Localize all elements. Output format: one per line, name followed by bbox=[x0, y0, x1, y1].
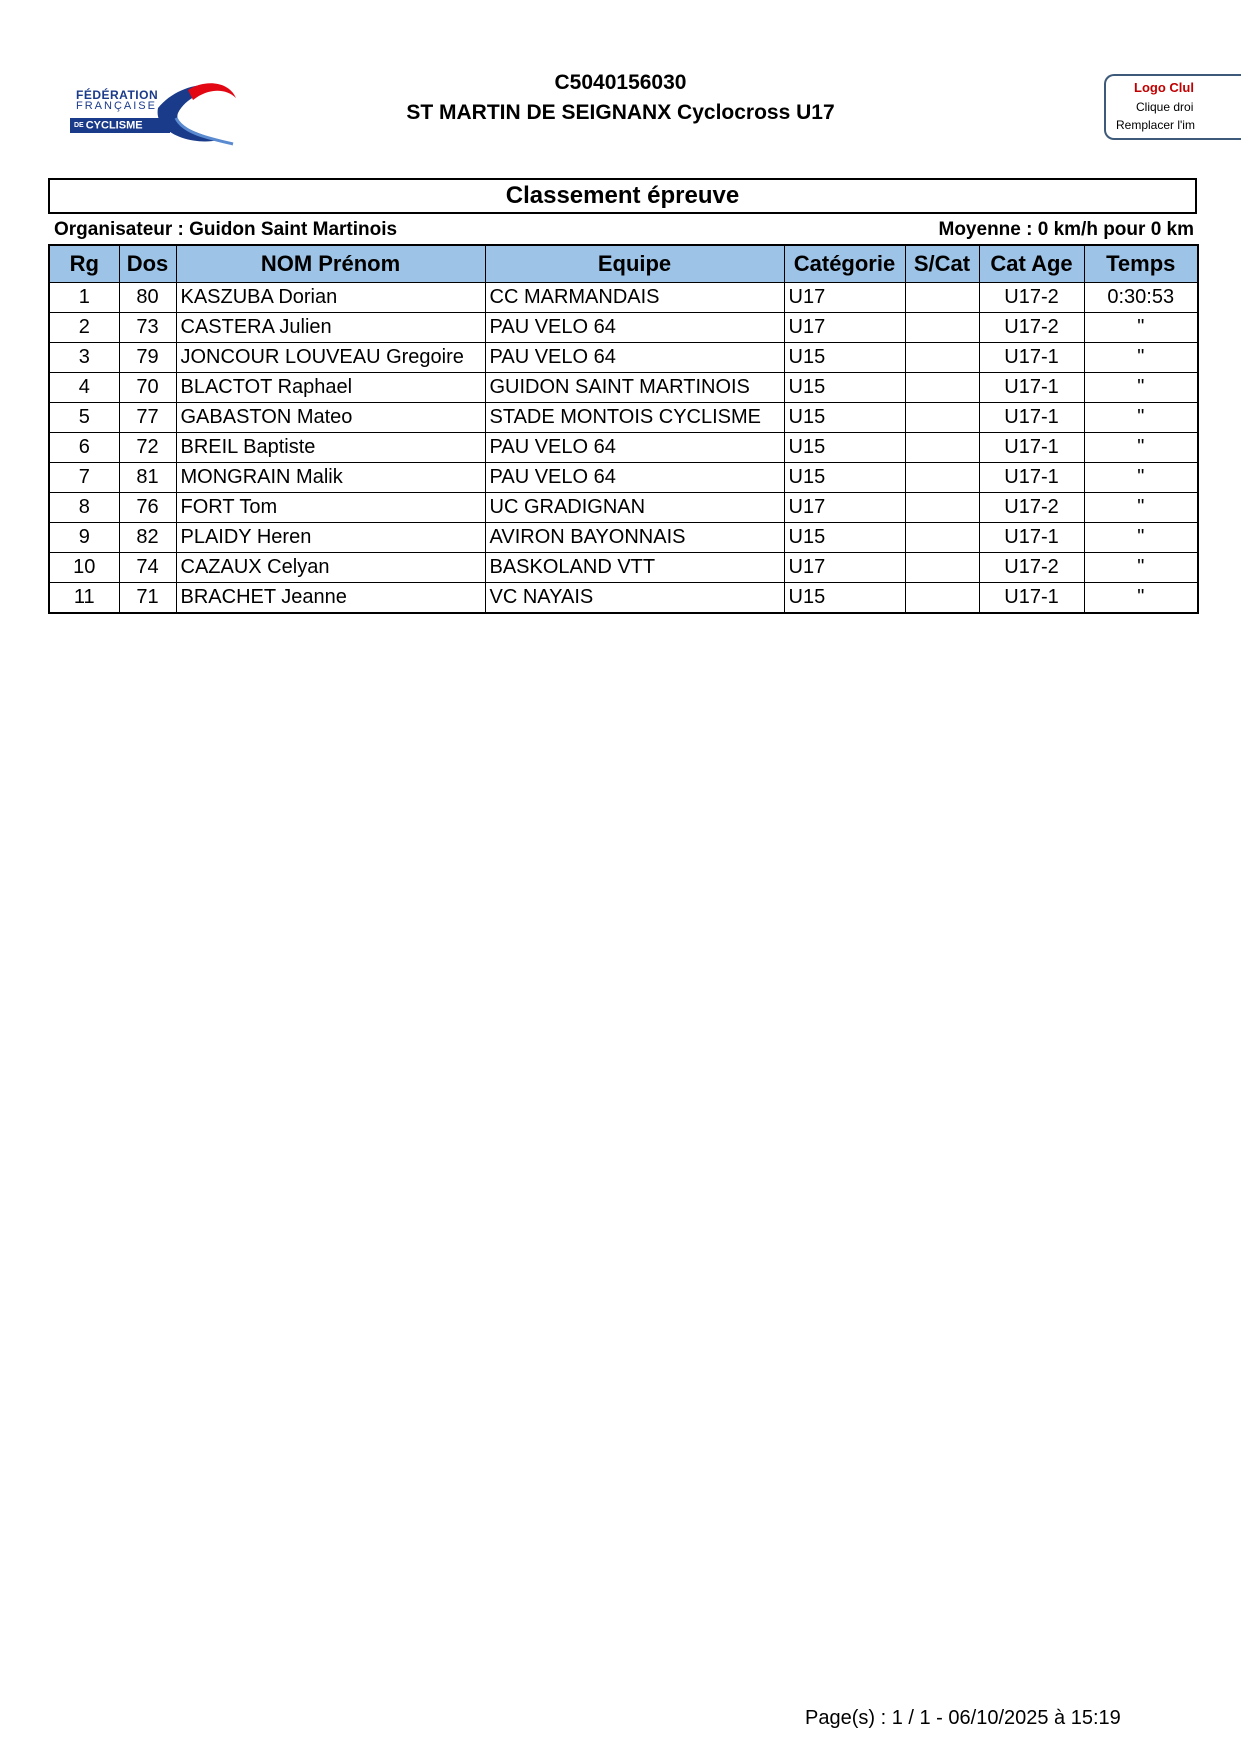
cell-subcategory bbox=[905, 283, 979, 313]
cell-age-category: U17-1 bbox=[979, 463, 1084, 493]
table-row bbox=[49, 403, 1198, 433]
cell-name: MONGRAIN Malik bbox=[176, 463, 485, 493]
cell-subcategory bbox=[905, 523, 979, 553]
cell-bib: 77 bbox=[119, 403, 176, 433]
cell-time: " bbox=[1084, 583, 1198, 614]
cell-subcategory bbox=[905, 373, 979, 403]
cell-bib: 73 bbox=[119, 313, 176, 343]
cell-time: " bbox=[1084, 433, 1198, 463]
results-table bbox=[48, 244, 1199, 614]
cell-name: BREIL Baptiste bbox=[176, 433, 485, 463]
cell-age-category: U17-1 bbox=[979, 403, 1084, 433]
cell-subcategory bbox=[905, 463, 979, 493]
cell-time: " bbox=[1084, 523, 1198, 553]
cell-bib: 76 bbox=[119, 493, 176, 523]
cell-team: STADE MONTOIS CYCLISME bbox=[485, 403, 784, 433]
cell-rank: 8 bbox=[49, 493, 119, 523]
cell-category: U17 bbox=[784, 313, 905, 343]
cell-rank: 4 bbox=[49, 373, 119, 403]
cell-subcategory bbox=[905, 493, 979, 523]
ffc-logo-prefix: DE bbox=[74, 122, 84, 129]
cell-subcategory bbox=[905, 343, 979, 373]
cell-rank: 11 bbox=[49, 583, 119, 614]
cell-bib: 80 bbox=[119, 283, 176, 313]
cell-time: " bbox=[1084, 373, 1198, 403]
cell-bib: 81 bbox=[119, 463, 176, 493]
cell-subcategory bbox=[905, 583, 979, 614]
cell-category: U17 bbox=[784, 283, 905, 313]
cell-team: PAU VELO 64 bbox=[485, 463, 784, 493]
cell-rank: 2 bbox=[49, 313, 119, 343]
cell-time: " bbox=[1084, 403, 1198, 433]
column-header-rank: Rg bbox=[49, 245, 119, 283]
cell-bib: 82 bbox=[119, 523, 176, 553]
cell-rank: 1 bbox=[49, 283, 119, 313]
event-code: C5040156030 bbox=[554, 71, 687, 94]
organizer-label: Organisateur : Guidon Saint Martinois bbox=[54, 219, 398, 240]
club-logo-line3: Remplacer l'im bbox=[1116, 118, 1195, 132]
ffc-logo-word: CYCLISME bbox=[85, 119, 143, 132]
cell-team: AVIRON BAYONNAIS bbox=[485, 523, 784, 553]
cell-name: PLAIDY Heren bbox=[176, 523, 485, 553]
cell-bib: 74 bbox=[119, 553, 176, 583]
table-row bbox=[49, 343, 1198, 373]
cell-bib: 70 bbox=[119, 373, 176, 403]
cell-name: GABASTON Mateo bbox=[176, 403, 485, 433]
table-row bbox=[49, 313, 1198, 343]
cell-age-category: U17-1 bbox=[979, 523, 1084, 553]
cell-name: JONCOUR LOUVEAU Gregoire bbox=[176, 343, 485, 373]
cell-age-category: U17-1 bbox=[979, 373, 1084, 403]
table-row bbox=[49, 433, 1198, 463]
cell-name: KASZUBA Dorian bbox=[176, 283, 485, 313]
cell-name: BRACHET Jeanne bbox=[176, 583, 485, 614]
ranking-banner: Classement épreuve bbox=[48, 178, 1197, 214]
cell-age-category: U17-2 bbox=[979, 493, 1084, 523]
cell-time: " bbox=[1084, 343, 1198, 373]
table-row bbox=[49, 583, 1198, 614]
cell-age-category: U17-2 bbox=[979, 313, 1084, 343]
cell-subcategory bbox=[905, 313, 979, 343]
cell-age-category: U17-1 bbox=[979, 343, 1084, 373]
page-footer: Page(s) : 1 / 1 - 06/10/2025 à 15:19 bbox=[805, 1707, 1121, 1729]
cell-category: U15 bbox=[784, 463, 905, 493]
table-row bbox=[49, 283, 1198, 313]
cell-name: CASTERA Julien bbox=[176, 313, 485, 343]
cell-rank: 7 bbox=[49, 463, 119, 493]
club-logo-placeholder bbox=[1104, 74, 1241, 140]
table-row bbox=[49, 373, 1198, 403]
cell-team: PAU VELO 64 bbox=[485, 433, 784, 463]
cell-rank: 10 bbox=[49, 553, 119, 583]
column-header-team: Equipe bbox=[485, 245, 784, 283]
cell-time: " bbox=[1084, 493, 1198, 523]
club-logo-line1: Logo Clul bbox=[1134, 80, 1194, 95]
cell-team: BASKOLAND VTT bbox=[485, 553, 784, 583]
cell-category: U15 bbox=[784, 583, 905, 614]
event-title: ST MARTIN DE SEIGNANX Cyclocross U17 bbox=[406, 101, 835, 124]
cell-subcategory bbox=[905, 553, 979, 583]
column-header-time: Temps bbox=[1084, 245, 1198, 283]
ffc-logo-line2: FRANÇAISE bbox=[76, 100, 157, 112]
cell-team: PAU VELO 64 bbox=[485, 343, 784, 373]
cell-name: CAZAUX Celyan bbox=[176, 553, 485, 583]
cell-name: FORT Tom bbox=[176, 493, 485, 523]
table-body bbox=[49, 283, 1198, 614]
cell-bib: 71 bbox=[119, 583, 176, 614]
cell-team: VC NAYAIS bbox=[485, 583, 784, 614]
cell-team: CC MARMANDAIS bbox=[485, 283, 784, 313]
cell-team: UC GRADIGNAN bbox=[485, 493, 784, 523]
cell-subcategory bbox=[905, 433, 979, 463]
cell-bib: 79 bbox=[119, 343, 176, 373]
cell-rank: 5 bbox=[49, 403, 119, 433]
cell-name: BLACTOT Raphael bbox=[176, 373, 485, 403]
column-header-bib: Dos bbox=[119, 245, 176, 283]
cell-team: PAU VELO 64 bbox=[485, 313, 784, 343]
table-row bbox=[49, 553, 1198, 583]
column-header-subcategory: S/Cat bbox=[905, 245, 979, 283]
table-header-row bbox=[49, 245, 1198, 283]
cell-subcategory bbox=[905, 403, 979, 433]
cell-age-category: U17-2 bbox=[979, 553, 1084, 583]
cell-age-category: U17-1 bbox=[979, 583, 1084, 614]
table-row bbox=[49, 523, 1198, 553]
table-row bbox=[49, 493, 1198, 523]
column-header-age-category: Cat Age bbox=[979, 245, 1084, 283]
average-speed-label: Moyenne : 0 km/h pour 0 km bbox=[938, 219, 1194, 240]
cell-rank: 6 bbox=[49, 433, 119, 463]
cell-time: " bbox=[1084, 313, 1198, 343]
cell-category: U15 bbox=[784, 343, 905, 373]
cell-time: 0:30:53 bbox=[1084, 283, 1198, 313]
cell-bib: 72 bbox=[119, 433, 176, 463]
ffc-logo-line1: FÉDÉRATION bbox=[76, 88, 159, 102]
cell-category: U17 bbox=[784, 493, 905, 523]
club-logo-line2: Clique droi bbox=[1136, 100, 1194, 114]
cell-time: " bbox=[1084, 463, 1198, 493]
table-row bbox=[49, 463, 1198, 493]
cell-time: " bbox=[1084, 553, 1198, 583]
cell-rank: 3 bbox=[49, 343, 119, 373]
cell-category: U15 bbox=[784, 523, 905, 553]
column-header-name: NOM Prénom bbox=[176, 245, 485, 283]
column-header-category: Catégorie bbox=[784, 245, 905, 283]
cell-age-category: U17-1 bbox=[979, 433, 1084, 463]
cell-team: GUIDON SAINT MARTINOIS bbox=[485, 373, 784, 403]
cell-age-category: U17-2 bbox=[979, 283, 1084, 313]
cell-category: U15 bbox=[784, 403, 905, 433]
cell-category: U15 bbox=[784, 433, 905, 463]
cell-rank: 9 bbox=[49, 523, 119, 553]
cell-category: U17 bbox=[784, 553, 905, 583]
cell-category: U15 bbox=[784, 373, 905, 403]
